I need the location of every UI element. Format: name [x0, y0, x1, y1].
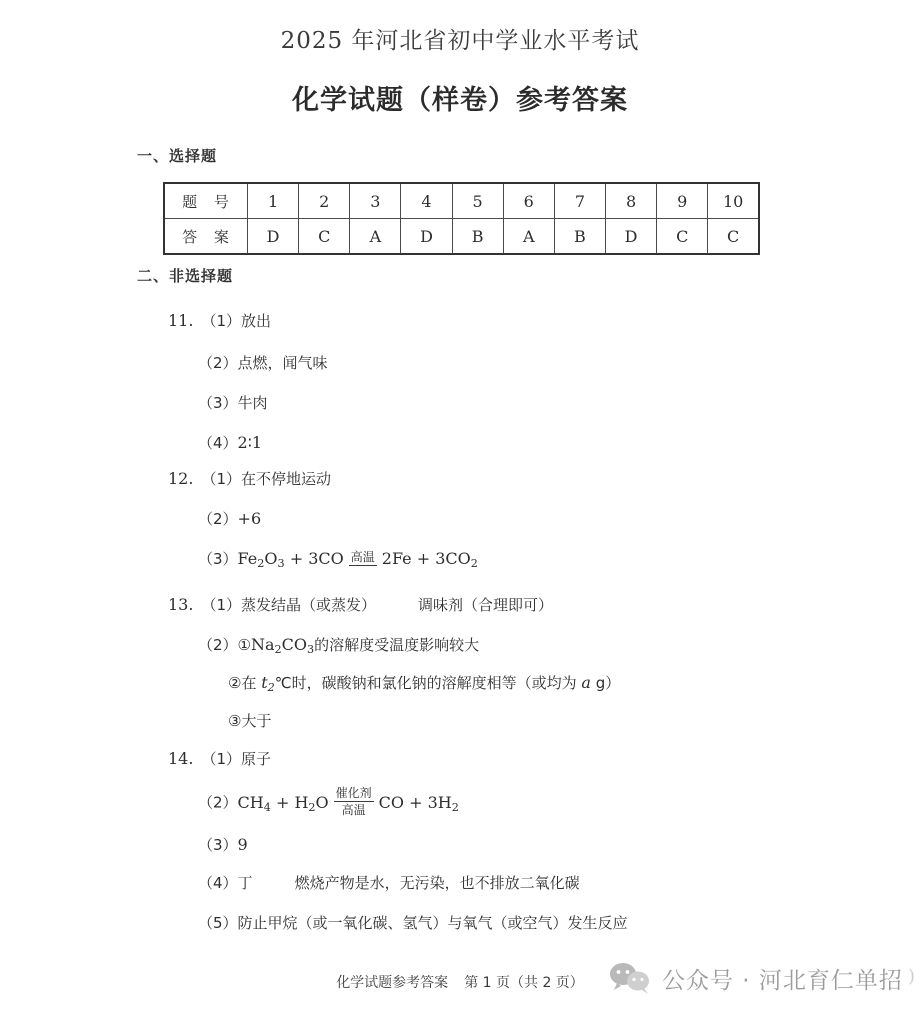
formula-subscript: 2: [451, 800, 459, 814]
reaction-condition-top: 高温: [350, 550, 375, 564]
part-label: （1）: [201, 470, 241, 488]
formula-fragment: + H: [270, 792, 309, 812]
part-answer: 9: [237, 835, 248, 854]
question-number-13: 13.: [168, 595, 194, 614]
watermark-edge-decoration: ): [908, 966, 916, 987]
question-number-14: 14.: [168, 749, 194, 768]
answer-item-12-2: [198, 508, 261, 529]
part-answer: +6: [237, 509, 262, 528]
variable-subscript: 2: [267, 680, 275, 694]
part-answer: 2∶1: [237, 433, 263, 452]
answer-item-11-2: [198, 352, 328, 373]
answer-item-11-1: [168, 310, 271, 331]
chemical-equation-ch4: [237, 786, 459, 817]
part-label: （2）: [198, 636, 238, 654]
table-cell-answer: A: [350, 219, 401, 255]
table-cell-question: 8: [605, 183, 656, 219]
answer-item-11-3: [198, 392, 268, 413]
part-answer: 防止甲烷（或一氧化碳、氢气）与氧气（或空气）发生反应: [237, 914, 628, 932]
exam-title-line1: 2025 年河北省初中学业水平考试: [280, 28, 640, 54]
wechat-icon: [608, 961, 652, 995]
part-label: （1）: [201, 596, 241, 614]
formula-subscript: 2: [274, 642, 282, 656]
reaction-condition-arrow: [349, 551, 377, 566]
exam-title-line2: 化学试题（样卷）参考答案: [292, 85, 628, 116]
table-cell-question: 2: [299, 183, 350, 219]
table-cell-question: 1: [248, 183, 299, 219]
part-answer: 牛肉: [237, 394, 268, 412]
formula-fragment: CO: [281, 635, 308, 654]
row-header-answer: 答 案: [164, 219, 248, 255]
table-cell-question: 3: [350, 183, 401, 219]
wechat-watermark-overlay: [604, 952, 920, 1004]
part-answer: 大于: [241, 712, 272, 730]
answer-item-11-4: [198, 432, 262, 453]
question-number-12: 12.: [168, 469, 194, 488]
table-cell-question: 10: [708, 183, 759, 219]
formula-subscript: 3: [277, 556, 285, 570]
formula-fragment: Fe: [237, 549, 258, 568]
table-cell-answer: C: [657, 219, 708, 255]
part-label: （1）: [201, 750, 241, 768]
formula-fragment: CO + 3H: [378, 792, 452, 812]
formula-subscript: 2: [308, 800, 316, 814]
variable-t: t: [261, 673, 268, 692]
answer-item-13-1: [168, 594, 553, 615]
formula-fragment: CH: [237, 792, 264, 812]
chemical-equation-fe2o3: [238, 549, 478, 568]
answer-item-12-1: [168, 468, 331, 489]
table-cell-question: 5: [452, 183, 503, 219]
text-fragment: g）: [590, 674, 621, 692]
list-marker-3: ③: [228, 712, 242, 730]
text-fragment: 在: [241, 674, 262, 692]
part-label: （4）: [198, 874, 238, 892]
part-label: （2）: [198, 510, 238, 528]
part-answer: 在不停地运动: [241, 470, 332, 488]
list-marker-1: ①: [237, 636, 251, 654]
table-row-question-numbers: [164, 183, 759, 219]
table-cell-answer: C: [708, 219, 759, 255]
table-cell-answer: D: [248, 219, 299, 255]
part-answer: 的溶解度受温度影响较大: [314, 636, 480, 654]
table-cell-answer: D: [605, 219, 656, 255]
footer-doc-label: 化学试题参考答案: [336, 975, 449, 991]
section-heading-multiple-choice: 一、选择题: [137, 147, 218, 165]
answer-key-table: [163, 182, 760, 255]
part-answer-b: 燃烧产物是水，无污染，也不排放二氧化碳: [294, 874, 580, 892]
answer-item-14-1: [168, 748, 271, 769]
list-marker-2: ②: [228, 674, 242, 692]
question-number-11: 11.: [168, 311, 194, 330]
part-answer: 原子: [241, 750, 272, 768]
part-answer: 点燃，闻气味: [237, 354, 328, 372]
part-label: （2）: [198, 793, 238, 812]
part-answer-a: 丁: [237, 874, 253, 892]
reaction-condition-top: 催化剂: [335, 786, 372, 800]
part-label: （3）: [198, 550, 238, 568]
formula-subscript: 2: [470, 556, 478, 570]
table-cell-answer: A: [503, 219, 554, 255]
row-header-question: 题 号: [164, 183, 248, 219]
reaction-condition-arrow: [334, 787, 374, 817]
formula-fragment: O: [315, 792, 329, 812]
answer-item-14-2: [198, 788, 459, 818]
reaction-condition-bottom: 高温: [341, 803, 366, 817]
part-answer-b: 调味剂（合理即可）: [418, 596, 554, 614]
answer-item-13-2-2: [228, 672, 620, 694]
formula-fragment: O: [264, 549, 278, 568]
answer-item-12-3: [198, 548, 478, 570]
table-cell-question: 6: [503, 183, 554, 219]
formula-fragment: Na: [251, 635, 275, 654]
footer-page-label: 第 1 页（共 2 页）: [464, 975, 584, 991]
answer-item-14-3: [198, 834, 248, 855]
answer-key-table-wrapper: [163, 182, 760, 255]
table-cell-answer: B: [452, 219, 503, 255]
variable-a: a: [581, 673, 591, 692]
part-label: （3）: [198, 836, 238, 854]
formula-fragment: + 3CO: [284, 549, 344, 568]
table-cell-answer: D: [401, 219, 452, 255]
part-label: （5）: [198, 914, 238, 932]
formula-subscript: 3: [307, 642, 315, 656]
part-label: （4）: [198, 434, 238, 452]
table-cell-question: 4: [401, 183, 452, 219]
table-cell-question: 7: [554, 183, 605, 219]
watermark-text: 公众号 · 河北育仁单招: [662, 967, 903, 994]
table-row-answers: [164, 219, 759, 255]
section-heading-non-multiple-choice: 二、非选择题: [137, 267, 234, 285]
table-cell-answer: C: [299, 219, 350, 255]
answer-item-14-5: [198, 912, 628, 933]
answer-item-13-2-1: [198, 634, 479, 656]
table-cell-question: 9: [657, 183, 708, 219]
answer-item-13-2-3: [228, 710, 271, 731]
part-answer: 放出: [241, 312, 272, 330]
table-cell-answer: B: [554, 219, 605, 255]
part-label: （1）: [201, 312, 241, 330]
formula-fragment: 2Fe + 3CO: [381, 549, 471, 568]
formula-subscript: 2: [257, 556, 265, 570]
text-fragment: ℃时，碳酸钠和氯化钠的溶解度相等（或均为: [274, 674, 582, 692]
part-label: （3）: [198, 394, 238, 412]
part-answer-a: 蒸发结晶（或蒸发）: [241, 596, 377, 614]
formula-subscript: 4: [263, 800, 271, 814]
answer-item-14-4: [198, 872, 580, 893]
part-label: （2）: [198, 354, 238, 372]
